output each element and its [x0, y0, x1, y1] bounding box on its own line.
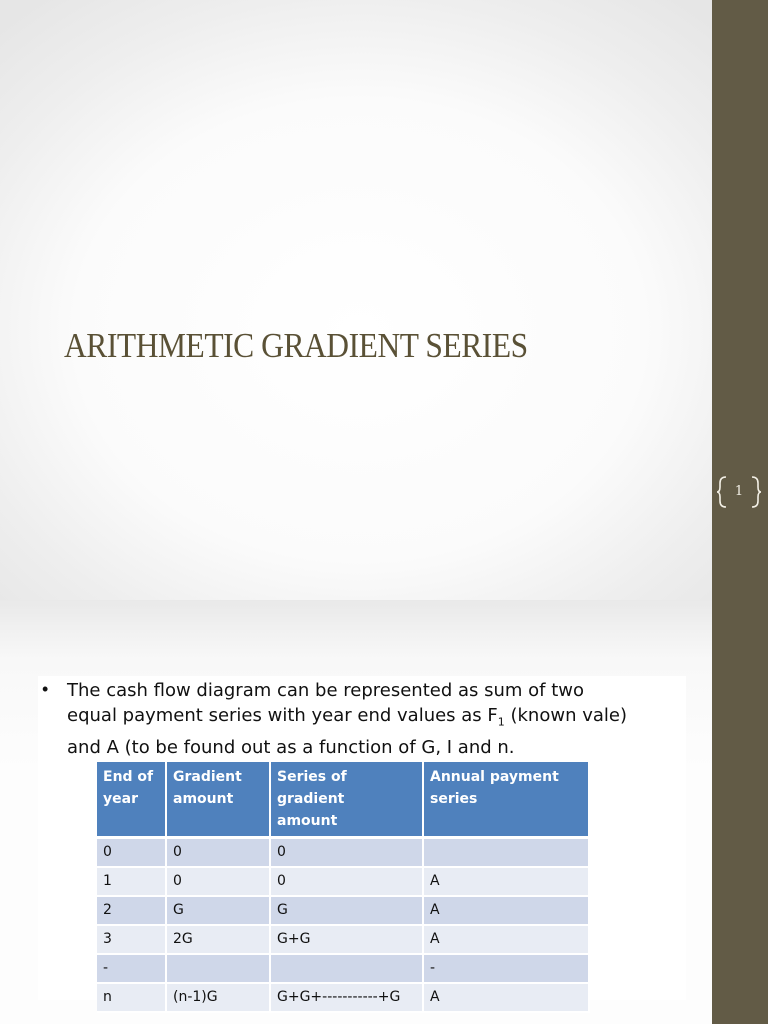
page-number-badge — [716, 474, 762, 510]
table-row — [97, 867, 589, 896]
table-row — [97, 983, 589, 1012]
bullet-marker: • — [42, 679, 49, 699]
table-cell: n — [97, 983, 166, 1012]
table-cell — [423, 838, 589, 867]
table-header-row — [97, 762, 589, 838]
table-cell: G — [166, 896, 270, 925]
table-cell: 0 — [166, 867, 270, 896]
bullet-line-1: The cash flow diagram can be represented as sum of two — [67, 680, 585, 701]
header-series-of-gradient-amount: Series of gradient amount — [270, 762, 423, 838]
table-cell: A — [423, 896, 589, 925]
table-cell: 2 — [97, 896, 166, 925]
bullet-subscript: 1 — [497, 715, 505, 729]
page-number: 1 — [734, 484, 744, 499]
table-cell — [270, 954, 423, 983]
content-panel — [38, 676, 686, 1005]
table-row — [97, 896, 589, 925]
table-cell: G — [270, 896, 423, 925]
slide-title: ARITHMETIC GRADIENT SERIES — [64, 326, 528, 365]
bullet-line-2b: (known vale) — [504, 705, 627, 726]
table-row — [97, 925, 589, 954]
table-cell: - — [97, 954, 166, 983]
table-row — [97, 838, 589, 867]
bullet-line-3: and A (to be found out as a function of G, I and n. — [67, 736, 515, 758]
table-cell — [166, 954, 270, 983]
table-cell: 0 — [270, 838, 423, 867]
table-cell: A — [423, 867, 589, 896]
header-annual-payment-series: Annual payment series — [423, 762, 589, 838]
table-row — [97, 954, 589, 983]
table-cell: (n-1)G — [166, 983, 270, 1012]
table-cell: 2G — [166, 925, 270, 954]
table-cell: 3 — [97, 925, 166, 954]
gradient-table — [97, 762, 590, 1013]
header-end-of-year: End of year — [97, 762, 166, 838]
table-cell: A — [423, 925, 589, 954]
header-gradient-amount: Gradient amount — [166, 762, 270, 838]
bullet-line-2a: equal payment series with year end values as F — [67, 705, 498, 726]
table-cell: G+G+-----------+G — [270, 983, 423, 1012]
table-cell: - — [423, 954, 589, 983]
bullet-text — [67, 678, 679, 760]
table-cell: 0 — [270, 867, 423, 896]
table-cell: 1 — [97, 867, 166, 896]
table-cell: 0 — [166, 838, 270, 867]
table-cell: G+G — [270, 925, 423, 954]
table-cell: 0 — [97, 838, 166, 867]
slide-sidebar — [712, 0, 768, 1024]
table-cell: A — [423, 983, 589, 1012]
